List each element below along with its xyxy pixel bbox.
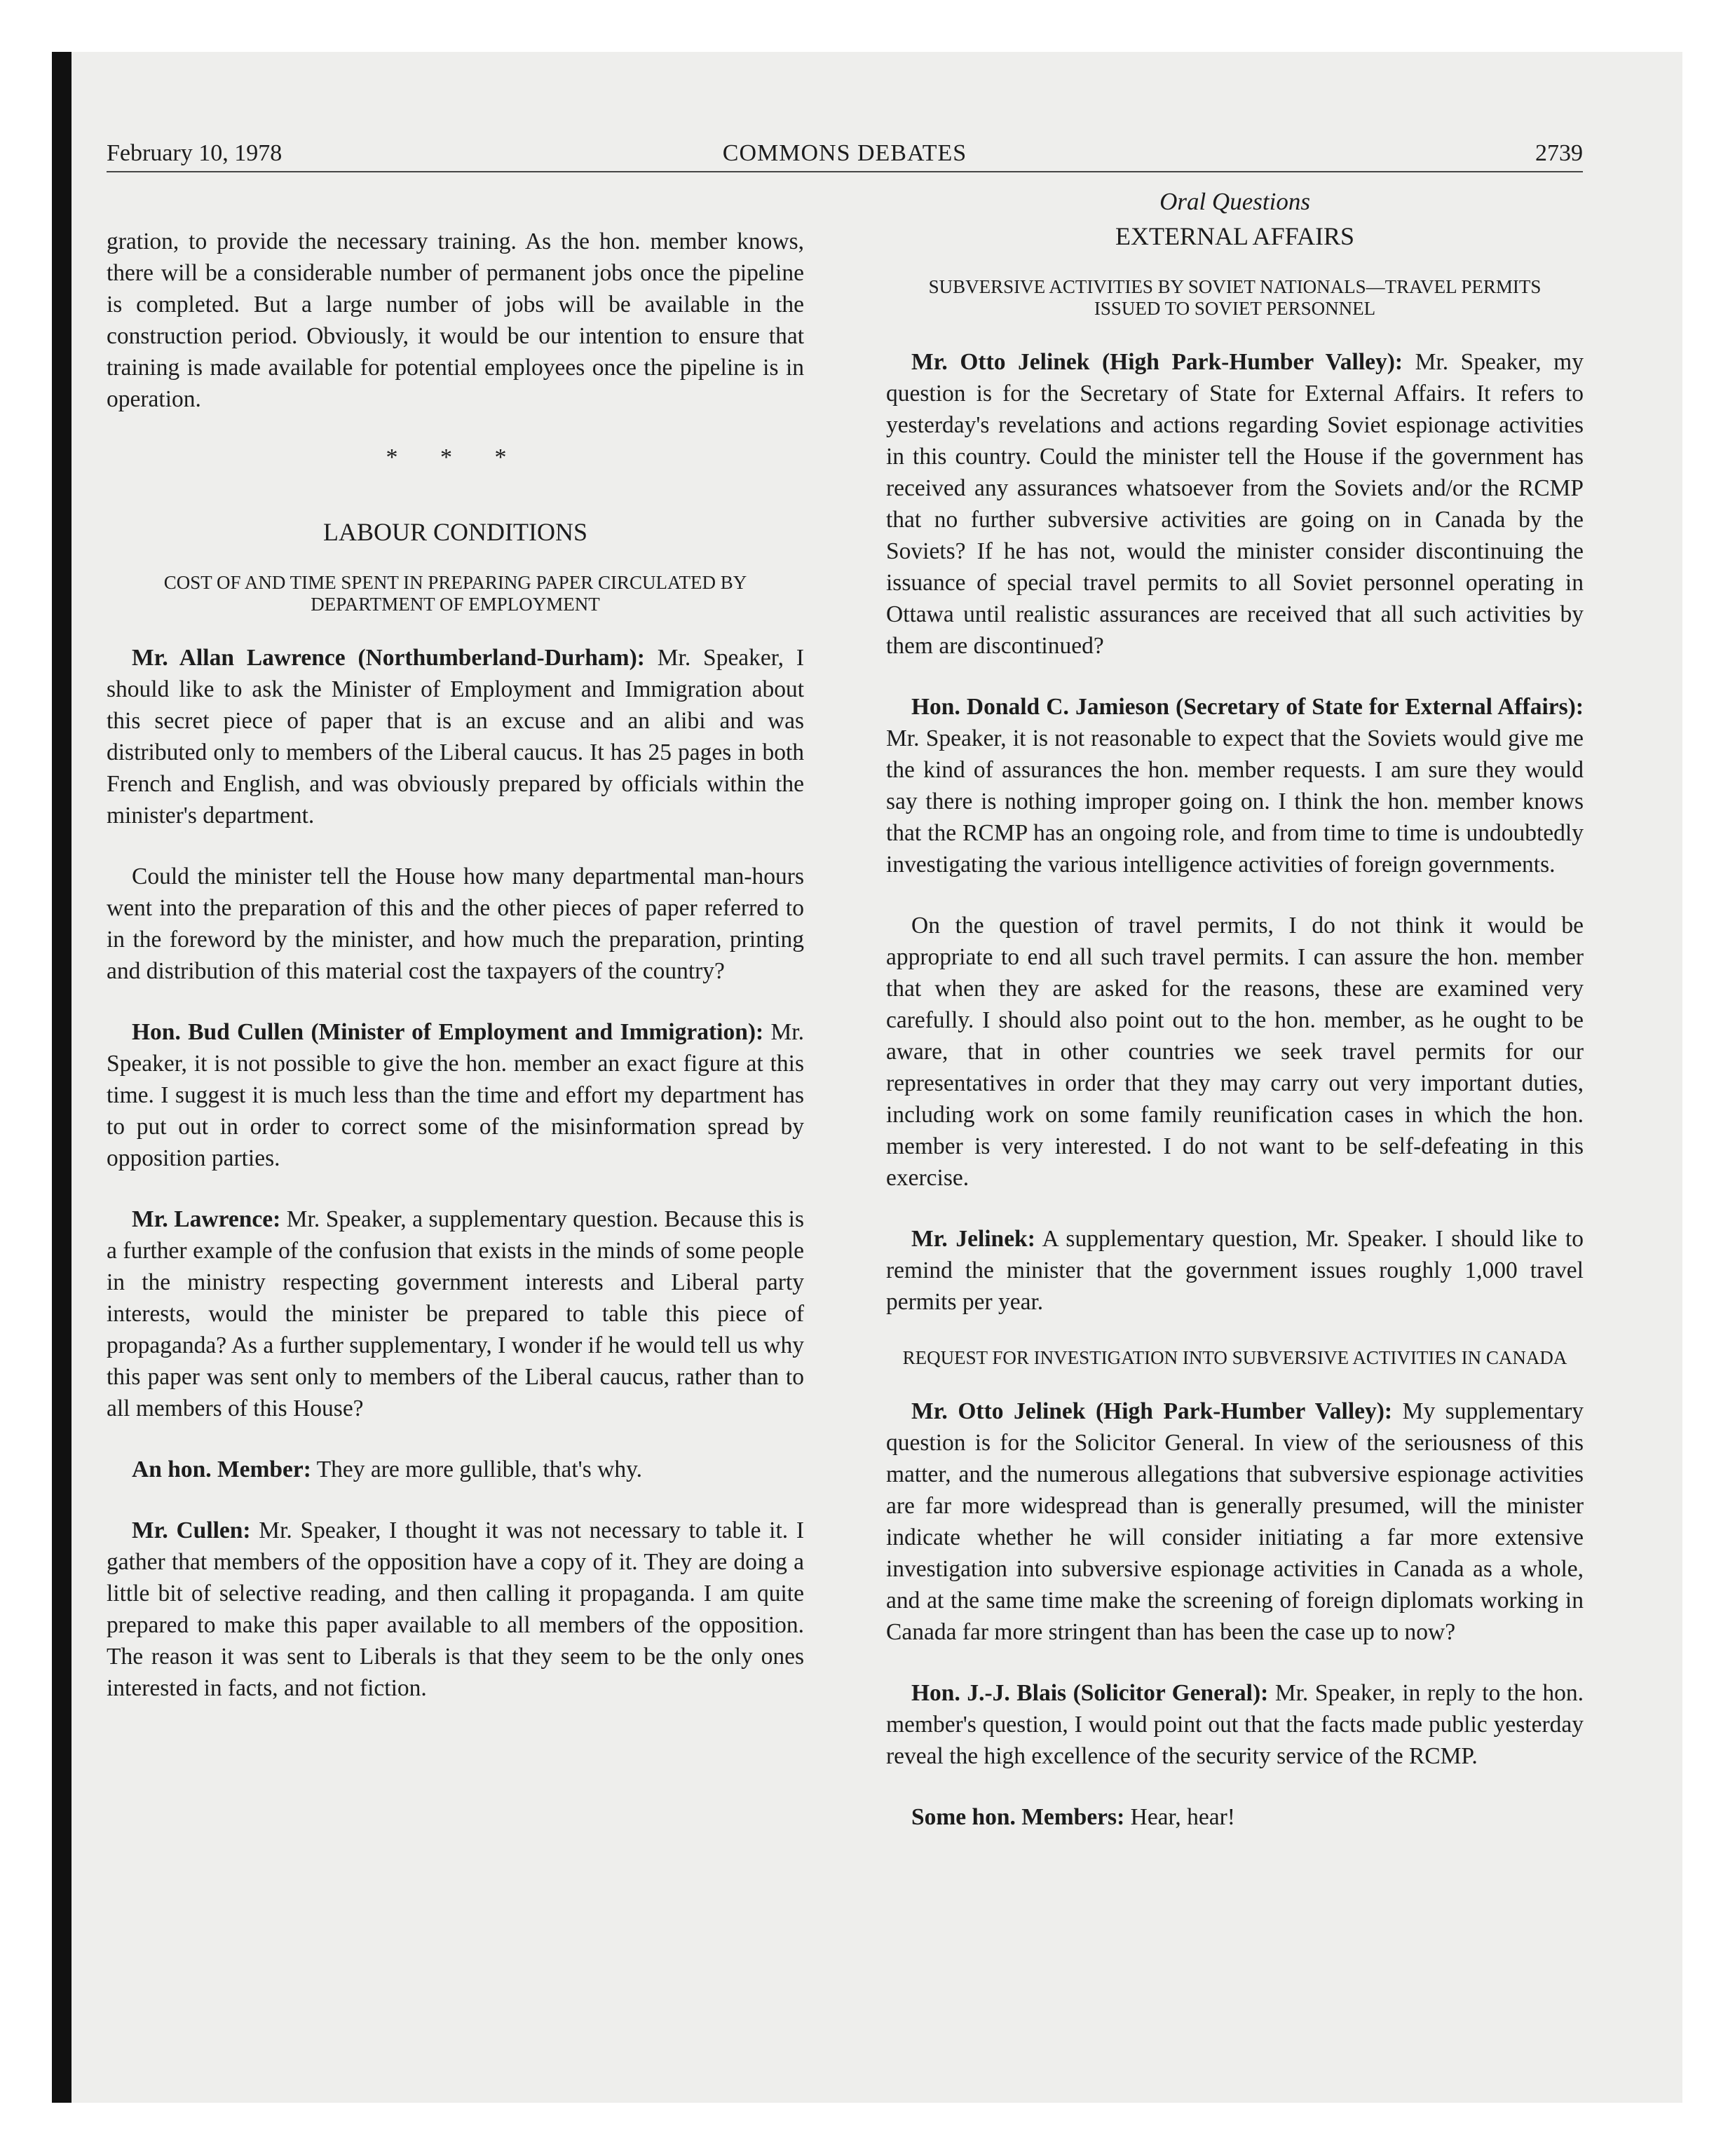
header-title: COMMONS DEBATES xyxy=(722,140,967,166)
speech-text: My supplementary question is for the Solicitor General. In view of the seriousness of this matter, and the numerous allegations that subversive espionage activities are far more widespread than is generally presumed, will the minister indicate whether he will consider initiating a far more extensive investigation into subversive espionage activities in Canada as a whole, and at the same time make the screening of foreign diplomats working in Canada far more stringent than has been the case up to now? xyxy=(886,1398,1584,1645)
speech-text: Mr. Speaker, a supplementary question. Because this is a further example of the confusion that exists in the minds of some people in the ministry respecting government interests and Liberal party interests, would the minister be prepared to table this piece of propaganda? As a further supplementary, I wonder if he would tell us why this paper was sent only to members of the Liberal caucus, rather than to all members of this House? xyxy=(107,1206,804,1421)
paragraph xyxy=(107,642,804,831)
right-column xyxy=(886,188,1584,1862)
paragraph: Could the minister tell the House how many departmental man-hours went into the preparation of this and the other pieces of paper referred to in the foreword by the minister, and how much the preparation, printing and distribution of this material cost the taxpayers of the country? xyxy=(107,864,804,984)
paragraph xyxy=(886,1396,1584,1648)
speech-text: Mr. Speaker, it is not reasonable to expect that the Soviets would give me the kind of assurances the hon. member requests. I am sure they would say there is nothing improper going on. I think the hon. member knows that the RCMP has an ongoing role, and from time to time is undoubtedly investigating the various intelligence activities of foreign governments. xyxy=(886,725,1584,878)
running-head xyxy=(107,140,1583,172)
subheading: REQUEST FOR INVESTIGATION INTO SUBVERSIVE ACTIVITIES IN CANADA xyxy=(902,1347,1567,1368)
speaker-name: Mr. Otto Jelinek (High Park-Humber Valley): xyxy=(911,1398,1393,1424)
speech-text: Mr. Speaker, my question is for the Secretary of State for External Affairs. It refers to yesterday's revelations and actions regarding Soviet espionage activities in this country. Could the minister tell the House if the government has received any assurances whatsoever from the Soviets and/or the RCMP that no further subversive activities are going on in Canada by the Soviets? If he has not, would the minister consider discontinuing the issuance of special travel permits to all Soviet personnel operating in Ottawa until realistic assurances are received that all such activities by them are discontinued? xyxy=(886,349,1584,659)
speech-text: Mr. Speaker, I should like to ask the Minister of Employment and Immigration about this secret piece of paper that is an excuse and an alibi and was distributed only to members of the Liberal caucus. It has 25 pages in both French and English, and was obviously prepared by officials within the minister's department. xyxy=(107,645,804,828)
paragraph xyxy=(886,1801,1584,1833)
section-separator: * * * xyxy=(386,444,525,470)
scan-edge-shadow xyxy=(52,52,72,2103)
speaker-name: Hon. Donald C. Jamieson (Secretary of State for External Affairs): xyxy=(911,694,1584,720)
speech-text: Hear, hear! xyxy=(1124,1804,1235,1830)
speaker-name: Mr. Cullen: xyxy=(132,1517,251,1543)
speech-text: Mr. Speaker, in reply to the hon. member's question, I would point out that the facts made public yesterday reveal the high excellence of the security service of the RCMP. xyxy=(886,1680,1584,1769)
speech-text: Mr. Speaker, I thought it was not necessary to table it. I gather that members of the opposition have a copy of it. They are doing a little bit of selective reading, and then calling it propaganda. I am quite prepared to make this paper available to all members of the opposition. The reason it was sent to Liberals is that they seem to be the only ones interested in facts, and not fiction. xyxy=(107,1517,804,1701)
paragraph xyxy=(886,1223,1584,1318)
section-heading: EXTERNAL AFFAIRS xyxy=(1115,222,1355,250)
header-date: February 10, 1978 xyxy=(107,140,283,166)
speaker-name: Hon. Bud Cullen (Minister of Employment and Immigration): xyxy=(132,1019,764,1045)
speaker-name: Mr. Allan Lawrence (Northumberland-Durham): xyxy=(132,645,645,671)
paragraph xyxy=(107,1515,804,1704)
paragraph xyxy=(107,1203,804,1424)
paragraph xyxy=(886,346,1584,662)
speech-text: Mr. Speaker, it is not possible to give the hon. member an exact figure at this time. I suggest it is much less than the time and effort my department has to put out in order to correct some of the misinformation spread by opposition parties. xyxy=(107,1019,804,1171)
speaker-name: An hon. Member: xyxy=(132,1456,311,1482)
paragraph xyxy=(107,1016,804,1174)
speech-text: They are more gullible, that's why. xyxy=(311,1456,643,1482)
paragraph xyxy=(886,1677,1584,1772)
speaker-name: Mr. Jelinek: xyxy=(911,1226,1035,1252)
section-heading: LABOUR CONDITIONS xyxy=(323,518,587,546)
paragraph xyxy=(107,1454,804,1485)
speaker-name: Hon. J.-J. Blais (Solicitor General): xyxy=(911,1680,1269,1706)
subheading: COST OF AND TIME SPENT IN PREPARING PAPER CIRCULATED BY DEPARTMENT OF EMPLOYMENT xyxy=(163,572,747,615)
subheading: SUBVERSIVE ACTIVITIES BY SOVIET NATIONALS—TRAVEL PERMITS ISSUED TO SOVIET PERSONNEL xyxy=(928,276,1542,319)
paragraph xyxy=(886,691,1584,880)
paragraph: gration, to provide the necessary training. As the hon. member knows, there will be a considerable number of permanent jobs once the pipeline is completed. But a large number of jobs will be available in the construction period. Obviously, it would be our intention to ensure that training is made available for potential employees once the pipeline is in operation. xyxy=(107,228,804,412)
left-column xyxy=(107,226,804,1733)
speaker-name: Some hon. Members: xyxy=(911,1804,1125,1830)
speech-text: A supplementary question, Mr. Speaker. I should like to remind the minister that the government issues roughly 1,000 travel permits per year. xyxy=(886,1226,1584,1315)
hansard-page xyxy=(107,140,1584,1830)
rubric: Oral Questions xyxy=(1159,188,1310,215)
speaker-name: Mr. Lawrence: xyxy=(132,1206,281,1232)
paragraph: On the question of travel permits, I do not think it would be appropriate to end all such travel permits. I can assure the hon. member that when they are asked for the reasons, these are examined very carefully. I should also point out to the hon. member, as he ought to be aware, that in other countries we seek travel permits for our representatives in order that they may carry out very important duties, including work on some family reunification cases in which the hon. member is very interested. I do not want to be self-defeating in this exercise. xyxy=(886,913,1584,1191)
speaker-name: Mr. Otto Jelinek (High Park-Humber Valley): xyxy=(911,349,1403,375)
header-page-number: 2739 xyxy=(1535,140,1583,166)
